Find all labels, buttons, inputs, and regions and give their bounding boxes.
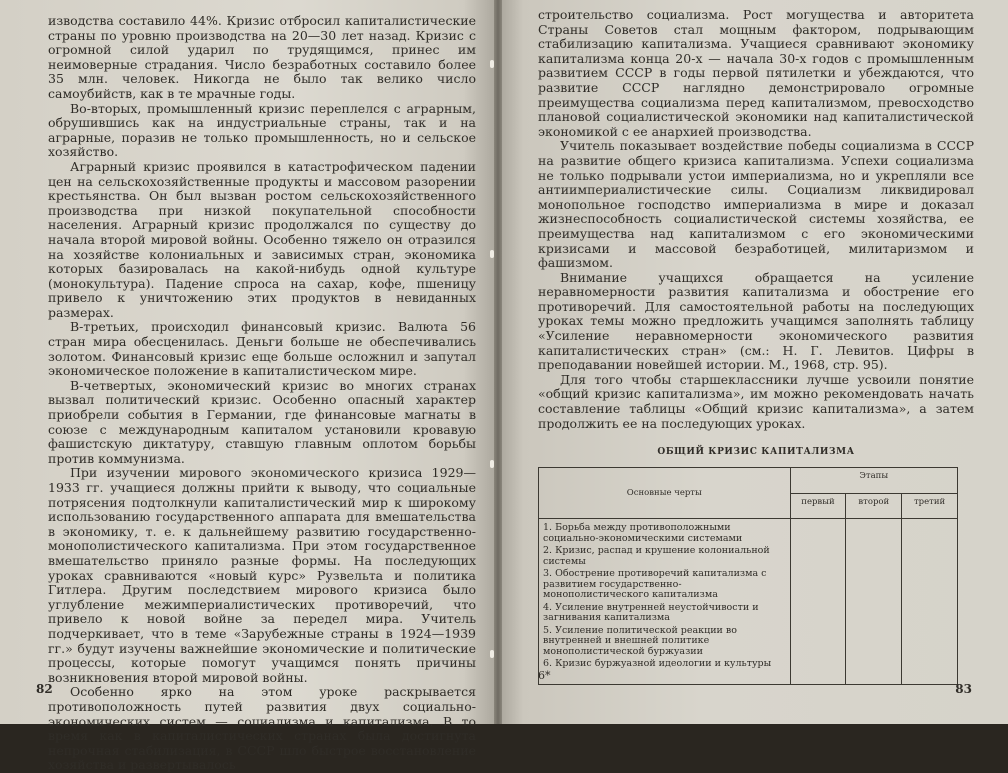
feature-item: 4. Усиление внутренней неустойчивости и загнивания капитализма [543, 601, 759, 624]
feature-item: 2. Кризис, распад и крушение колониальной системы [543, 545, 770, 567]
feature-item: 6. Кризис буржуазной идеологии и культуры [543, 658, 772, 670]
left-paragraph-3: Аграрный кризис проявился в катастрофическом падении цен на сельскохозяйственные продукты и массовом разорении крестьянства. Он был вызван ростом сельскохозяйственного производства при низкой покупательной способности населения. Аграрный кризис продолжался по существу до начала второй мировой войны. Особенно тяжело он отразился на хозяйстве колониальных и зависимых стран, экономика которых базировалась на какой-нибудь одной культуре (монокультура). Падение спроса на сахар, кофе, пшеницу привело к уничтожению этих продуктов в невиданных размерах. [48, 158, 476, 320]
stage-cell-first [790, 519, 846, 685]
left-paragraph-5: В-четвертых, экономический кризис во многих странах вызвал политический кризис. Особенно опасный характер приобрели события в Германии, где финансовые магнаты в союзе с международным капиталом установили кровавую фашистскую диктатуру, ставшую главным оплотом борьбы против коммунизма. [48, 377, 476, 466]
right-paragraph-1: строительство социализма. Рост могущества и авторитета Страны Советов стал мощным фактором, подрывающим стабилизацию капитализма. Учащиеся сравнивают экономику капитализма конца 20-х — начала 30-х годов с промышленным развитием СССР в годы первой пятилетки и убеждаются, что развитие СССР наглядно демонстрировало огромные преимущества социализма перед капитализмом, превосходство плановой социалистической экономики над капиталистической экономикой с ее анархией производства. [538, 7, 974, 139]
stage-header-first: первый [790, 493, 846, 519]
features-cell [539, 519, 791, 685]
stage-header-second: второй [846, 493, 902, 519]
left-paragraph-1: изводства составило 44%. Кризис отбросил капиталистические страны по уровню производства на 20—30 лет назад. Кризис с огромной силой ударил по трудящимся, принес им неимоверные страдания. Число безработных составило более 35 млн. человек. Никогда не было так велико число самоубийств, как в те мрачные годы. [48, 13, 476, 101]
column-header-main: Основные черты [539, 468, 791, 519]
feature-item: 3. Обострение противоречий капитализма с развитием государственно-монополистического капитализма [543, 568, 767, 601]
feature-item: 1. Борьба между противоположными социально-экономическими системами [543, 522, 743, 544]
signature-mark: 6* [538, 669, 551, 682]
table-title: ОБЩИЙ КРИЗИС КАПИТАЛИЗМА [657, 447, 855, 458]
binding-stitch [490, 650, 494, 658]
page-number-left: 82 [36, 682, 53, 696]
stage-header-third: третий [902, 493, 958, 519]
left-paragraph-4: В-третьих, происходил финансовый кризис. Валюта 56 стран мира обесценилась. Деньги больше не обеспечивались золотом. Финансовый кризис еще больше осложнил и запутал экономическое положение в капиталистическом мире. [48, 319, 476, 379]
book-gutter [494, 0, 502, 724]
right-paragraph-4: Для того чтобы старшеклассники лучше усвоили понятие «общий кризис капитализма», им можно рекомендовать начать составление таблицы «Общий кризис капитализма», а затем продолжить ее на последующих уроках. [538, 371, 974, 431]
binding-stitch [490, 250, 494, 258]
left-page [0, 0, 498, 773]
right-paragraph-3: Внимание учащихся обращается на усиление неравномерности развития капитализма и обострение его противоречий. Для самостоятельной работы на последующих уроках темы можно предложить учащимся заполнять таблицу «Усиление неравномерности экономического развития капиталистических стран» (см.: Н. Г. Левитов. Цифры в преподавании новейшей истории. М., 1968, стр. 95). [538, 269, 974, 373]
right-page [498, 0, 1008, 724]
binding-stitch [490, 460, 494, 468]
binding-stitch [490, 60, 494, 68]
page-number-right: 83 [955, 682, 972, 696]
feature-item: 5. Усиление политической реакции во внутренней и внешней политике монополистической буржуазии [543, 624, 737, 657]
stage-cell-second [846, 519, 902, 685]
left-paragraph-6: При изучении мирового экономического кризиса 1929—1933 гг. учащиеся должны прийти к выводу, что социальные потрясения подтолкнули капиталистический мир к широкому использованию государственного аппарата для вмешательства в экономику, т. е. к дальнейшему развитию государственно-монополистического капитализма. При этом государственное вмешательство приняло разные формы. На последующих уроках сравниваются «новый курс» Рузвельта и политика Гитлера. Другим последствием мирового кризиса было углубление межимпериалистических противоречий, что привело к новой войне за передел мира. Учитель подчеркивает, что в теме «Зарубежные страны в 1924—1939 гг.» будут изучены важнейшие экономические и политические процессы, которые помогут учащимся понять причины возникновения второй мировой войны. [48, 465, 476, 685]
crisis-table [538, 467, 958, 685]
right-paragraph-2: Учитель показывает воздействие победы социализма в СССР на развитие общего кризиса капитализма. Успехи социализма не только подрывали устои империализма, но и укрепляли все антиимпериалистические силы. Социализм ликвидировал монопольное господство империализма в мире и доказал жизнеспособность социалистической системы хозяйства, ее преимущества над капитализмом с его экономическими кризисами и массовой безработицей, милитаризмом и фашизмом. [538, 138, 974, 271]
left-paragraph-7: Особенно ярко на этом уроке раскрывается противоположность путей развития двух социально-экономических систем — социализма и капитализма. В то время как в капиталистических странах была достигнута непрочная стабилизация, в СССР шло быстрое восстановление хозяйства и развертывалось [48, 684, 476, 773]
column-header-stages: Этапы [790, 468, 957, 494]
left-paragraph-2: Во-вторых, промышленный кризис переплелся с аграрным, обрушившись как на индустриальные страны, так и на аграрные, поразив не только промышленность, но и сельское хозяйство. [48, 100, 476, 160]
stage-cell-third [902, 519, 958, 685]
